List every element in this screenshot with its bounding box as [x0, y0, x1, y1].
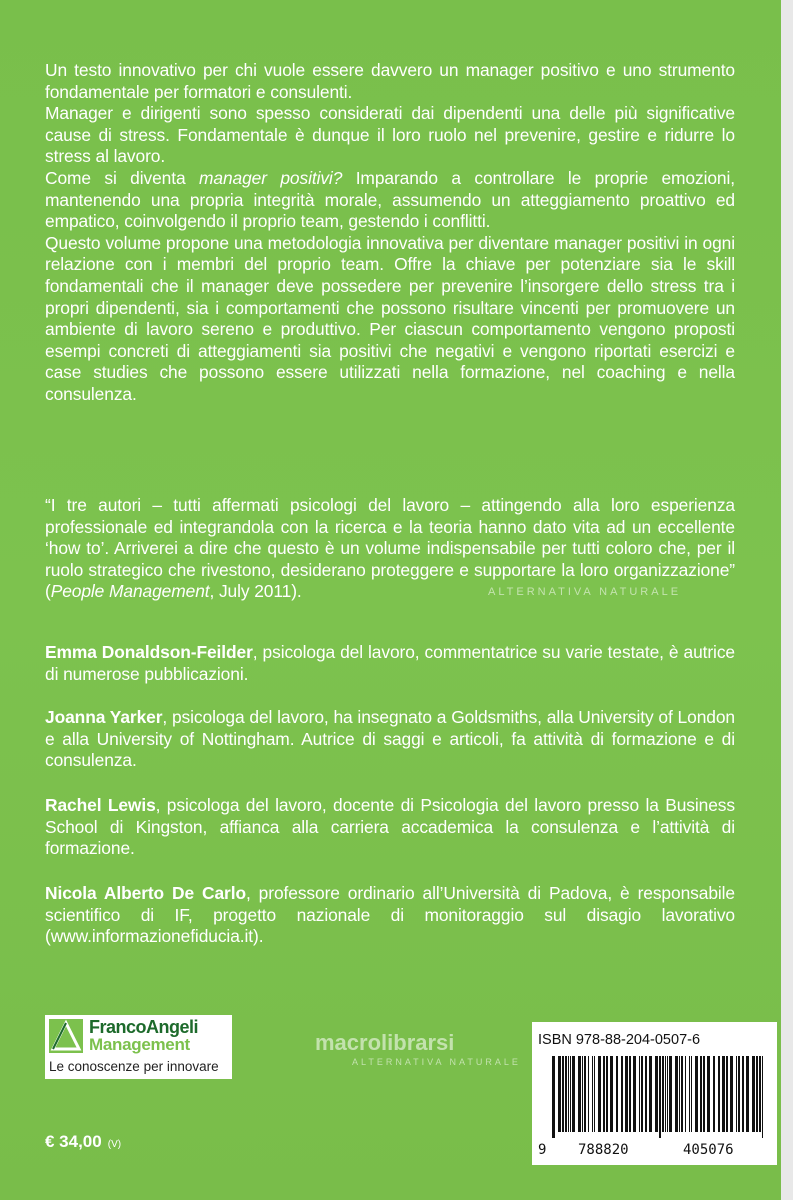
publisher-mark-icon [49, 1019, 83, 1053]
barcode-bar [662, 1056, 664, 1132]
barcode-bar [572, 1056, 575, 1132]
barcode-bar [625, 1056, 628, 1132]
barcode-bar [633, 1056, 636, 1132]
barcode: ISBN 978-88-204-0507-6 9 788820 405076 [532, 1022, 777, 1165]
description-paragraph-4: Questo volume propone una metodologia innovativa per diventare manager positivi in ogni relazione con i membri del proprio team. Offre la chiave per potenziare sia le skill fondamentali che il manager deve possedere per prevenire l’insorgere dello stress tra i propri dipendenti, sia i comportamenti che possono risultare vincenti per promuovere un ambiente di lavoro sereno e produttivo. Per ciascun comportamento vengono proposti esempi concreti di atteggiamenti sia positivi che negativi e vengono riportati esercizi e case studies che possono essere utilizzati nella formazione, nel coaching e nella consulenza. [45, 232, 735, 404]
book-description [45, 60, 735, 406]
watermark-brand: macrolibrarsi [315, 1030, 455, 1055]
publisher-series: Management [89, 1035, 190, 1054]
author-bio: Joanna Yarker, psicologa del lavoro, ha insegnato a Goldsmiths, alla University of London e alla University of Nottingham. Autrice di saggi e articoli, fa attività di formazione e di consulenza. [45, 707, 735, 771]
barcode-bar [645, 1056, 647, 1132]
watermark-tagline-bottom: ALTERNATIVA NATURALE [352, 1057, 521, 1067]
price: € 34,00 (V) [45, 1132, 122, 1151]
barcode-bars [552, 1056, 767, 1138]
barcode-bar [649, 1056, 652, 1132]
watermark-tagline: ALTERNATIVA NATURALE [488, 586, 682, 598]
barcode-bar [606, 1056, 608, 1132]
barcode-bar [629, 1056, 631, 1132]
barcode-bar [565, 1056, 567, 1132]
barcode-bar [665, 1056, 666, 1132]
barcode-bar [667, 1056, 668, 1132]
barcode-bar [730, 1056, 733, 1132]
barcode-bar [578, 1056, 581, 1132]
description-paragraph-3: Come si diventa manager positivi? Imparando a controllare le proprie emozioni, mantenendo una propria integrità morale, assumendo un atteggiamento proattivo ed empatico, coinvolgendo il proprio team, gestendo i conflitti. [45, 167, 735, 232]
barcode-bar [679, 1056, 680, 1132]
barcode-bar [722, 1056, 725, 1132]
description-paragraph-2: Manager e dirigenti sono spesso considerati dai dipendenti una delle più significative cause di stress. Fondamentale è dunque il loro ruolo nel prevenire, gestire e ridurre lo stress al lavoro. [45, 103, 735, 167]
barcode-bar [756, 1056, 758, 1132]
author-name: Rachel Lewis [45, 795, 156, 815]
barcode-bar [570, 1056, 571, 1132]
barcode-bar [718, 1056, 720, 1132]
barcode-bar [562, 1056, 564, 1132]
barcode-bar [592, 1056, 593, 1132]
barcode-bar [582, 1056, 583, 1132]
author-bio: Rachel Lewis, psicologa del lavoro, docente di Psicologia del lavoro presso la Business School di Kingston, affianca alla carriera accademica la consulenza e l’attività di formazione. [45, 795, 735, 859]
barcode-bar [568, 1056, 569, 1132]
barcode-bar [695, 1056, 698, 1132]
author-bio: Emma Donaldson-Feilder, psicologa del lavoro, commentatrice su varie testate, è autrice di numerose pubblicazioni. [45, 642, 735, 684]
barcode-bar [621, 1056, 623, 1132]
barcode-bar [689, 1056, 690, 1132]
barcode-bar [707, 1056, 710, 1132]
barcode-bar [762, 1056, 763, 1138]
isbn-label: ISBN 978-88-204-0507-6 [538, 1032, 701, 1048]
barcode-bar [736, 1056, 737, 1132]
barcode-bar [639, 1056, 640, 1132]
barcode-bar [594, 1056, 595, 1132]
author-name: Joanna Yarker [45, 707, 163, 727]
page-edge [781, 0, 793, 1200]
barcode-bar [752, 1056, 755, 1132]
barcode-bar [703, 1056, 705, 1132]
barcode-bar [552, 1056, 555, 1138]
barcode-bar [700, 1056, 702, 1132]
barcode-bar [759, 1056, 761, 1132]
barcode-bar [669, 1056, 672, 1132]
review-quote: “I tre autori – tutti affermati psicologi del lavoro – attingendo alla loro esperienza professionale ed integrandola con la ricerca e la teoria hanno dato vita ad un eccellente ‘how to’. Arriverei a dire che questo è un volume indispensabile per tutti coloro che, per il ruolo strategico che rivestono, desiderano proteggere e supportare la loro organizzazione” (People Management, July 2011). [45, 495, 735, 602]
barcode-bar [598, 1056, 601, 1132]
barcode-bar [681, 1056, 683, 1132]
barcode-bar [746, 1056, 749, 1132]
barcode-bar [659, 1056, 661, 1138]
barcode-bar [713, 1056, 715, 1132]
barcode-bar [726, 1056, 728, 1132]
barcode-bar [675, 1056, 678, 1132]
barcode-bar [610, 1056, 613, 1132]
barcode-bar [641, 1056, 643, 1132]
author-name: Emma Donaldson-Feilder [45, 642, 253, 662]
barcode-bar [738, 1056, 740, 1132]
barcode-bar [685, 1056, 686, 1132]
publisher-tagline: Le conoscenze per innovare [49, 1059, 219, 1074]
barcode-bar [584, 1056, 586, 1132]
barcode-bar [616, 1056, 618, 1132]
barcode-bar [655, 1056, 658, 1132]
publisher-name: FrancoAngeli [89, 1017, 199, 1037]
publisher-logo [45, 1015, 232, 1079]
barcode-bar [742, 1056, 744, 1132]
author-name: Nicola Alberto De Carlo [45, 883, 246, 903]
barcode-bar [691, 1056, 692, 1132]
barcode-bar [588, 1056, 589, 1132]
author-bio: Nicola Alberto De Carlo, professore ordinario all’Università di Padova, è responsabile scientifico di IF, progetto nazionale di monitoraggio sul disagio lavorativo (www.informazionefiducia.it). [45, 883, 735, 947]
barcode-bar [558, 1056, 561, 1132]
description-paragraph-1: Un testo innovativo per chi vuole essere davvero un manager positivo e uno strumento fondamentale per formatori e consulenti. [45, 60, 735, 102]
barcode-bar [603, 1056, 605, 1132]
